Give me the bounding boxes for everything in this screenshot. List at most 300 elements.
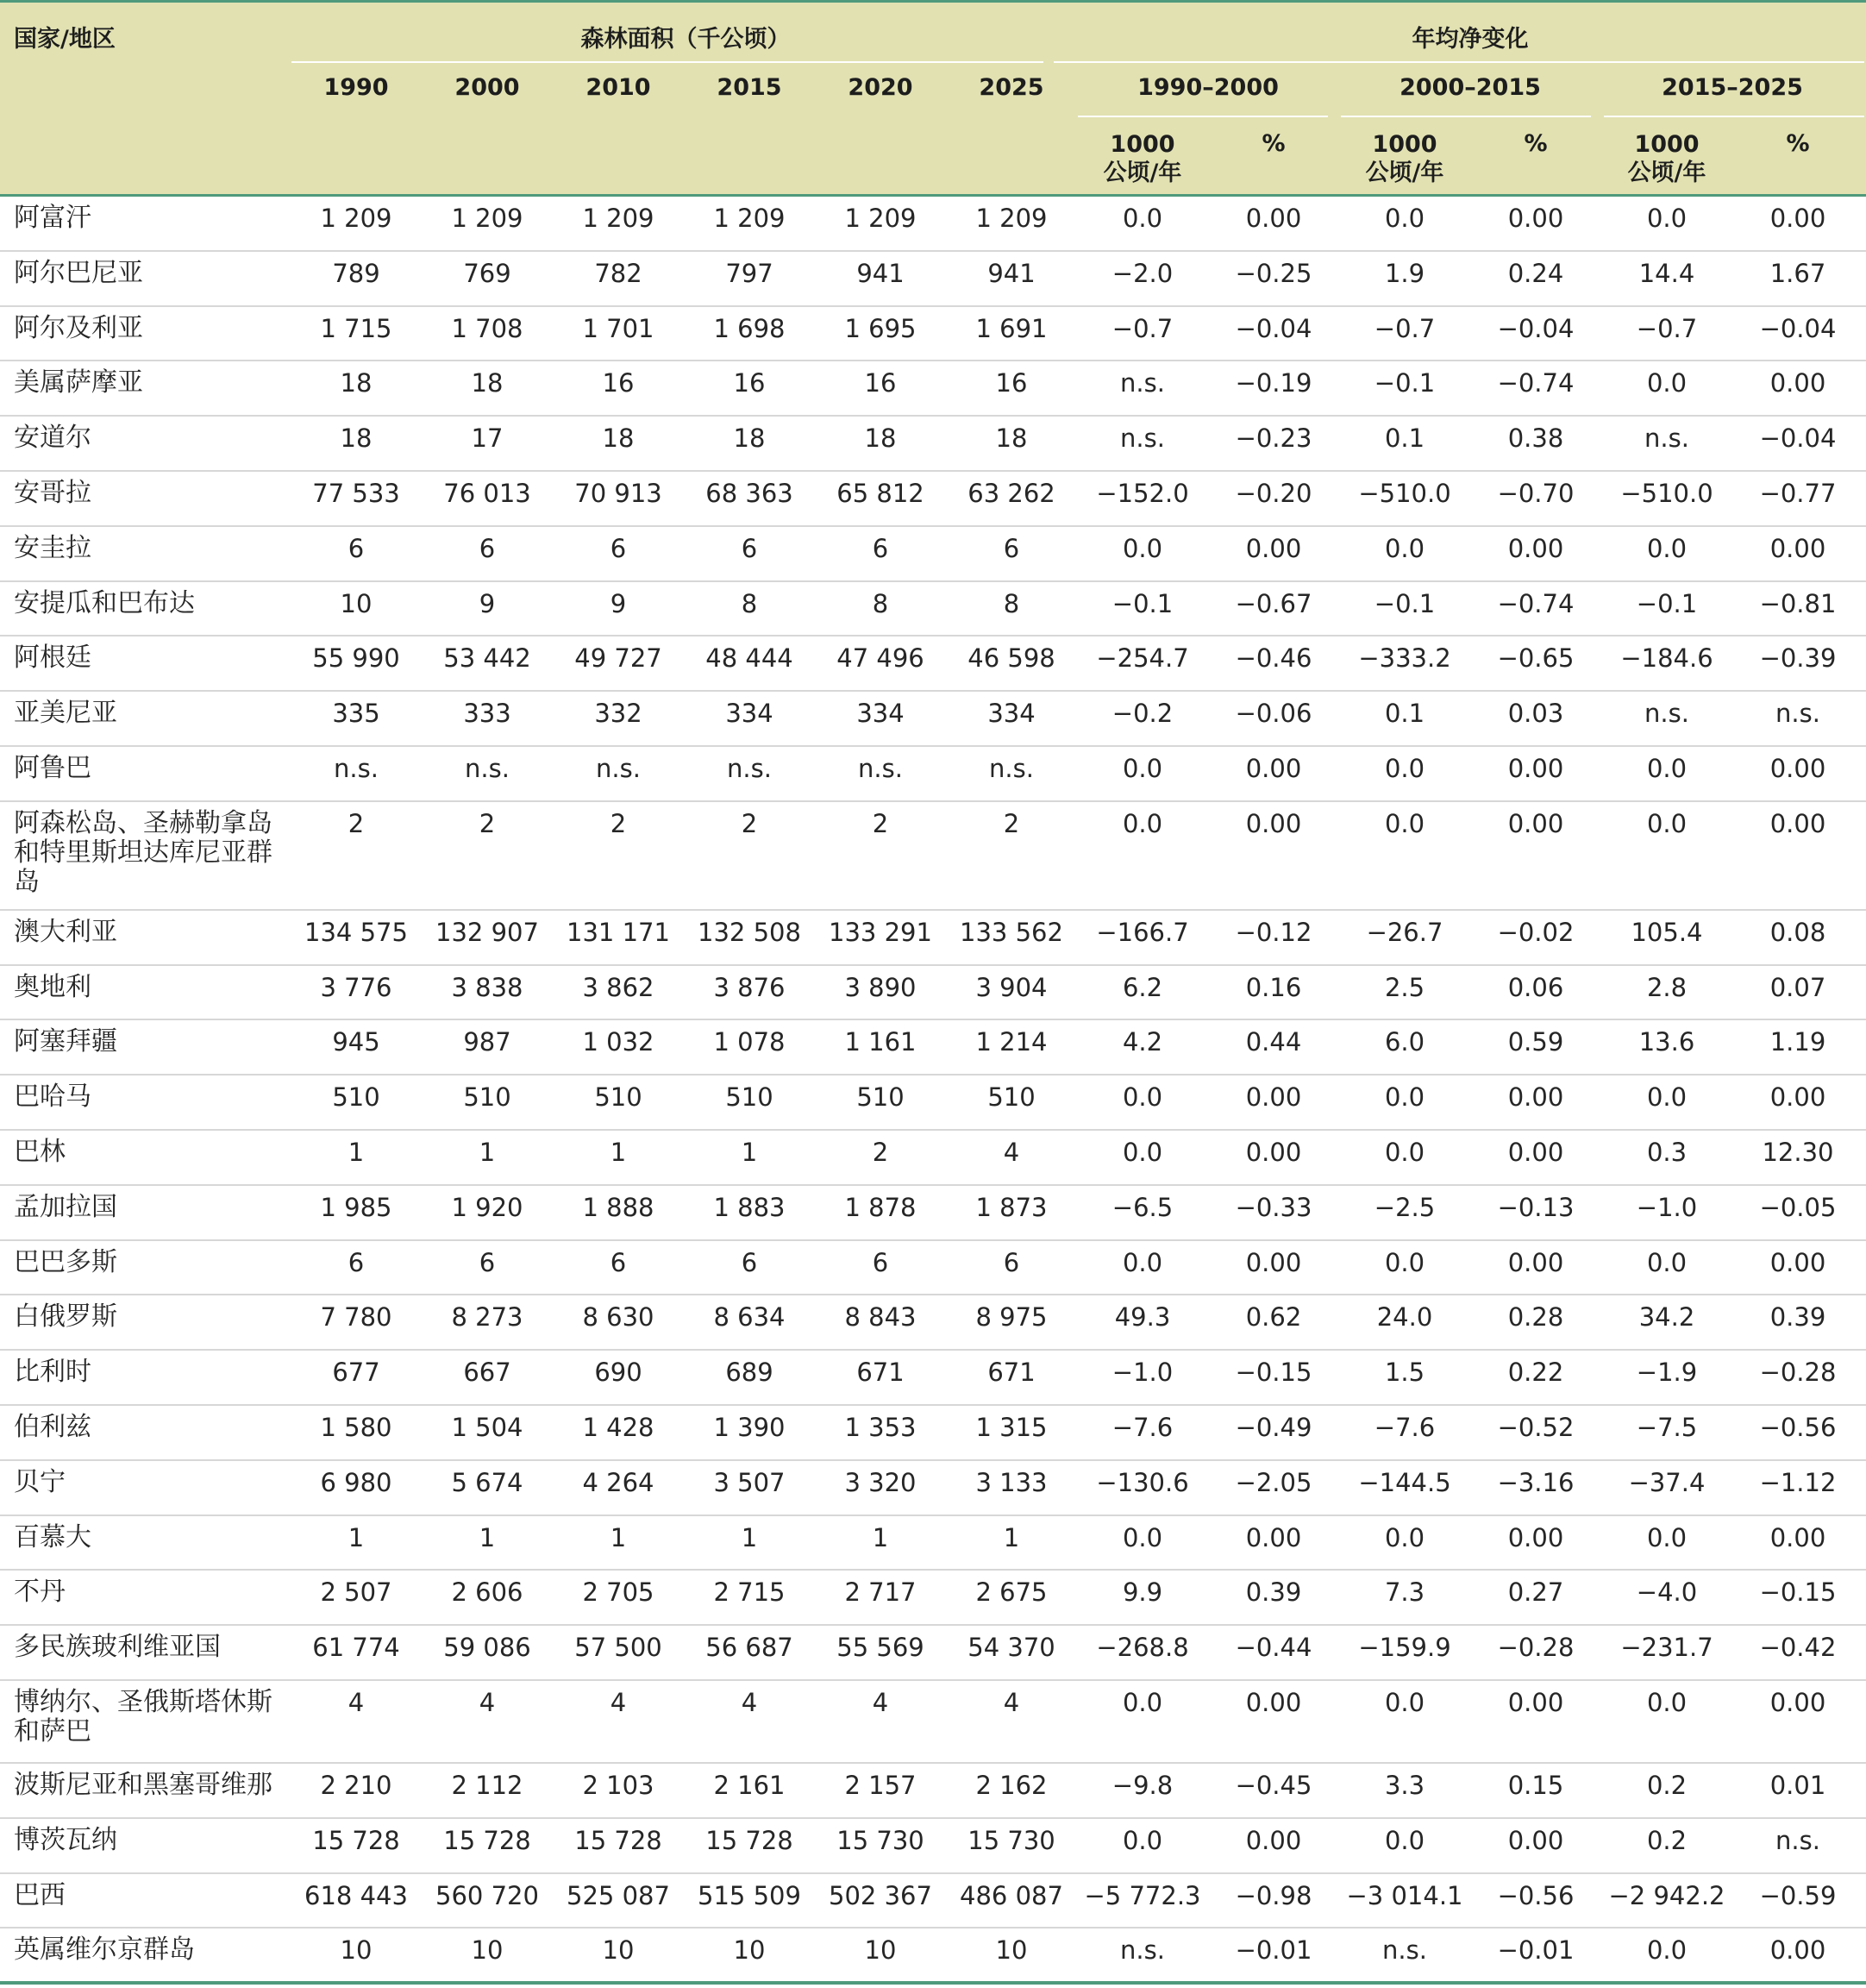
table-cell: 1 873	[975, 1192, 1048, 1222]
table-cell: 2	[872, 1137, 889, 1167]
table-cell: 2	[741, 808, 758, 838]
table-body	[0, 197, 1866, 1984]
table-cell: 18	[471, 368, 504, 398]
table-cell: n.s.	[1775, 699, 1820, 729]
table-row	[0, 747, 1866, 802]
table-cell: 8	[741, 588, 758, 618]
table-cell: 2	[348, 808, 365, 838]
table-row	[0, 307, 1866, 362]
table-bottom-rule	[0, 1981, 1866, 1985]
table-cell: 6.0	[1384, 1027, 1425, 1057]
table-cell: 6	[610, 533, 627, 563]
table-cell: n.s.	[1382, 1935, 1427, 1966]
table-cell: 0.00	[1245, 1247, 1302, 1277]
table-cell: −0.46	[1235, 643, 1312, 674]
table-cell: 0.0	[1646, 753, 1688, 783]
table-cell: 24.0	[1376, 1302, 1433, 1333]
table-cell: n.s.	[1120, 368, 1165, 398]
table-cell: 671	[987, 1358, 1036, 1388]
table-cell: 0.00	[1769, 1522, 1826, 1552]
table-cell: 6	[348, 533, 365, 563]
table-cell: 689	[725, 1358, 773, 1388]
table-cell: 0.0	[1646, 533, 1688, 563]
table-cell: 510	[987, 1082, 1036, 1113]
table-cell: 1 695	[844, 313, 917, 343]
table-cell: 1 883	[713, 1192, 786, 1222]
header-year: 1990	[323, 74, 389, 101]
header-year: 2020	[848, 74, 913, 101]
table-cell: 0.07	[1769, 972, 1826, 1002]
table-cell: 0.0	[1122, 1825, 1163, 1855]
table-cell: 2	[610, 808, 627, 838]
table-cell: 4	[872, 1687, 889, 1717]
table-cell: 10	[995, 1935, 1028, 1966]
table-cell: 8	[872, 588, 889, 618]
table-cell: −0.52	[1497, 1412, 1575, 1442]
table-cell: −510.0	[1620, 478, 1713, 508]
table-cell: 0.0	[1122, 808, 1163, 838]
table-cell: 0.00	[1769, 1687, 1826, 1717]
table-row	[0, 1461, 1866, 1516]
table-cell: 1 209	[713, 204, 786, 233]
table-cell: −0.56	[1759, 1412, 1837, 1442]
table-cell: 0.08	[1769, 917, 1826, 947]
country-name: 美属萨摩亚	[14, 367, 143, 398]
country-name: 阿富汗	[14, 203, 91, 233]
header-rule	[1341, 116, 1591, 117]
table-cell: 10	[340, 588, 373, 618]
country-name: 博纳尔、圣俄斯塔休斯和萨巴	[14, 1686, 272, 1747]
table-cell: −0.49	[1235, 1412, 1312, 1442]
table-cell: 560 720	[435, 1880, 539, 1910]
table-cell: 16	[733, 368, 766, 398]
table-cell: n.s.	[1644, 423, 1689, 454]
table-cell: 10	[602, 1935, 635, 1966]
table-cell: −0.7	[1636, 313, 1698, 343]
table-cell: 0.1	[1384, 699, 1425, 729]
table-cell: −0.45	[1235, 1770, 1312, 1800]
table-cell: 941	[987, 258, 1036, 288]
header-unit-pct: %	[1524, 130, 1548, 157]
table-cell: −0.42	[1759, 1633, 1837, 1663]
table-cell: −0.02	[1497, 917, 1575, 947]
table-cell: −4.0	[1636, 1577, 1698, 1608]
table-cell: −130.6	[1096, 1467, 1189, 1497]
table-cell: n.s.	[1120, 1935, 1165, 1966]
table-cell: 0.00	[1769, 533, 1826, 563]
table-cell: 2 103	[582, 1770, 654, 1800]
table-cell: −0.98	[1235, 1880, 1312, 1910]
table-cell: 18	[733, 423, 766, 454]
table-cell: 525 087	[567, 1880, 670, 1910]
table-cell: 2.5	[1384, 972, 1425, 1002]
table-cell: 1 209	[975, 204, 1048, 233]
table-cell: 334	[856, 699, 905, 729]
table-cell: 1 209	[582, 204, 654, 233]
table-cell: −0.56	[1497, 1880, 1575, 1910]
table-cell: 10	[471, 1935, 504, 1966]
table-cell: 0.0	[1646, 204, 1688, 233]
table-cell: 0.00	[1769, 753, 1826, 783]
table-cell: 0.0	[1384, 753, 1425, 783]
header-rule	[1604, 116, 1864, 117]
table-cell: 1 209	[844, 204, 917, 233]
table-cell: 1 214	[975, 1027, 1048, 1057]
table-cell: 0.22	[1507, 1358, 1564, 1388]
table-cell: 6	[872, 1247, 889, 1277]
country-name: 亚美尼亚	[14, 698, 117, 729]
table-cell: 68 363	[705, 478, 793, 508]
table-row	[0, 1571, 1866, 1626]
country-name: 阿根廷	[14, 643, 91, 674]
table-cell: 1	[348, 1522, 365, 1552]
table-cell: 941	[856, 258, 905, 288]
table-cell: 8	[1003, 588, 1020, 618]
table-cell: 132 907	[435, 917, 539, 947]
table-cell: 0.0	[1646, 368, 1688, 398]
table-row	[0, 1626, 1866, 1681]
table-cell: 0.0	[1122, 204, 1163, 233]
table-cell: 1 209	[451, 204, 523, 233]
table-cell: 4.2	[1122, 1027, 1163, 1057]
country-name: 伯利兹	[14, 1411, 91, 1442]
table-cell: 0.00	[1245, 204, 1302, 233]
table-cell: 0.00	[1507, 533, 1564, 563]
table-cell: −0.7	[1374, 313, 1436, 343]
table-cell: −0.12	[1235, 917, 1312, 947]
table-cell: −7.6	[1111, 1412, 1174, 1442]
table-cell: 1	[1003, 1522, 1020, 1552]
table-cell: 502 367	[829, 1880, 932, 1910]
table-cell: 1 708	[451, 313, 523, 343]
table-cell: 3 890	[844, 972, 917, 1002]
table-cell: 2 717	[844, 1577, 917, 1608]
table-cell: −0.04	[1759, 423, 1837, 454]
table-cell: 334	[987, 699, 1036, 729]
table-cell: −0.01	[1235, 1935, 1312, 1966]
table-cell: n.s.	[596, 753, 641, 783]
table-row	[0, 1406, 1866, 1461]
table-cell: 18	[864, 423, 897, 454]
table-cell: 0.00	[1245, 1082, 1302, 1113]
table-cell: 3 862	[582, 972, 654, 1002]
table-cell: 334	[725, 699, 773, 729]
country-name: 安道尔	[14, 423, 91, 454]
table-cell: −0.06	[1235, 699, 1312, 729]
table-cell: 4	[741, 1687, 758, 1717]
table-cell: 486 087	[960, 1880, 1063, 1910]
table-cell: 8 634	[713, 1302, 786, 1333]
table-cell: 0.39	[1245, 1577, 1302, 1608]
table-row	[0, 1295, 1866, 1351]
country-name: 阿尔及利亚	[14, 312, 143, 343]
table-row	[0, 1076, 1866, 1131]
table-cell: 0.59	[1507, 1027, 1564, 1057]
table-cell: −152.0	[1096, 478, 1189, 508]
table-cell: 0.00	[1769, 1247, 1826, 1277]
table-cell: 0.00	[1507, 753, 1564, 783]
table-cell: 2	[872, 808, 889, 838]
table-cell: −2.0	[1111, 258, 1174, 288]
table-cell: −0.70	[1497, 478, 1575, 508]
table-cell: −1.12	[1759, 1467, 1837, 1497]
table-cell: 1 078	[713, 1027, 786, 1057]
header-year: 2015	[717, 74, 782, 101]
table-cell: 18	[340, 423, 373, 454]
table-cell: 0.0	[1384, 1137, 1425, 1167]
table-cell: 0.0	[1122, 1082, 1163, 1113]
table-cell: −0.1	[1111, 588, 1174, 618]
table-cell: 6	[610, 1247, 627, 1277]
table-row	[0, 1819, 1866, 1874]
table-cell: 0.0	[1646, 1687, 1688, 1717]
table-cell: 1	[610, 1522, 627, 1552]
table-cell: 10	[340, 1935, 373, 1966]
table-cell: 2 705	[582, 1577, 654, 1608]
table-cell: 0.03	[1507, 699, 1564, 729]
table-cell: 2 606	[451, 1577, 523, 1608]
table-cell: 0.00	[1507, 1522, 1564, 1552]
table-cell: 0.00	[1507, 204, 1564, 233]
table-cell: 1 701	[582, 313, 654, 343]
table-row	[0, 1874, 1866, 1929]
table-cell: 1 390	[713, 1412, 786, 1442]
table-cell: −0.1	[1374, 368, 1436, 398]
table-row	[0, 417, 1866, 472]
table-cell: 2 112	[451, 1770, 523, 1800]
table-cell: 4	[610, 1687, 627, 1717]
country-name: 巴巴多斯	[14, 1246, 117, 1277]
table-cell: 0.0	[1646, 808, 1688, 838]
table-cell: 335	[332, 699, 380, 729]
country-name: 巴林	[14, 1136, 66, 1167]
table-cell: −0.67	[1235, 588, 1312, 618]
table-cell: 987	[463, 1027, 511, 1057]
table-cell: 15 730	[836, 1825, 924, 1855]
table-cell: 945	[332, 1027, 380, 1057]
table-cell: 47 496	[836, 643, 924, 674]
table-cell: 132 508	[698, 917, 801, 947]
table-cell: 10	[864, 1935, 897, 1966]
table-cell: 1.5	[1384, 1358, 1425, 1388]
table-cell: 49 727	[574, 643, 662, 674]
table-cell: 0.3	[1646, 1137, 1688, 1167]
table-cell: 1.9	[1384, 258, 1425, 288]
header-rule	[291, 61, 1043, 63]
header-rule	[1054, 61, 1864, 63]
table-cell: 6 980	[320, 1467, 392, 1497]
table-cell: 6	[348, 1247, 365, 1277]
table-cell: 797	[725, 258, 773, 288]
table-cell: 0.0	[1122, 533, 1163, 563]
country-name: 阿塞拜疆	[14, 1026, 117, 1057]
table-cell: −6.5	[1111, 1192, 1174, 1222]
table-cell: 16	[864, 368, 897, 398]
table-cell: 1 315	[975, 1412, 1048, 1442]
table-cell: 0.0	[1384, 1247, 1425, 1277]
table-cell: 510	[856, 1082, 905, 1113]
table-cell: −0.20	[1235, 478, 1312, 508]
table-cell: 0.0	[1384, 1522, 1425, 1552]
table-cell: 0.0	[1122, 1247, 1163, 1277]
table-cell: −0.15	[1759, 1577, 1837, 1608]
table-cell: 8 630	[582, 1302, 654, 1333]
header-year: 2010	[585, 74, 651, 101]
table-row	[0, 197, 1866, 252]
table-cell: 16	[995, 368, 1028, 398]
table-row	[0, 1131, 1866, 1186]
table-cell: 0.0	[1646, 1082, 1688, 1113]
table-cell: 677	[332, 1358, 380, 1388]
table-row	[0, 911, 1866, 966]
table-cell: 0.00	[1507, 1137, 1564, 1167]
table-row	[0, 1020, 1866, 1076]
table-cell: 0.0	[1122, 1137, 1163, 1167]
table-cell: 0.0	[1384, 808, 1425, 838]
table-cell: 1 209	[320, 204, 392, 233]
table-row	[0, 1351, 1866, 1406]
table-cell: n.s.	[858, 753, 903, 783]
header-unit-abs: 1000 公顷/年	[1103, 131, 1182, 186]
table-cell: 0.38	[1507, 423, 1564, 454]
table-row	[0, 1241, 1866, 1296]
table-cell: 12.30	[1762, 1137, 1834, 1167]
header-year: 2000	[454, 74, 520, 101]
table-cell: 1 504	[451, 1412, 523, 1442]
table-cell: 1.67	[1769, 258, 1826, 288]
table-cell: 510	[594, 1082, 642, 1113]
table-cell: 1 032	[582, 1027, 654, 1057]
header-unit-abs: 1000 公顷/年	[1627, 131, 1706, 186]
table-cell: 0.1	[1384, 423, 1425, 454]
table-cell: 0.2	[1646, 1770, 1688, 1800]
table-cell: 0.00	[1245, 753, 1302, 783]
country-name: 阿尔巴尼亚	[14, 257, 143, 288]
table-cell: −2 942.2	[1608, 1880, 1725, 1910]
table-cell: 0.00	[1245, 1522, 1302, 1552]
table-cell: 0.24	[1507, 258, 1564, 288]
table-cell: 0.00	[1507, 1687, 1564, 1717]
table-cell: 48 444	[705, 643, 793, 674]
table-cell: −254.7	[1096, 643, 1189, 674]
header-rule	[1078, 116, 1328, 117]
table-row	[0, 252, 1866, 307]
table-cell: n.s.	[465, 753, 510, 783]
table-cell: 46 598	[967, 643, 1055, 674]
table-row	[0, 1516, 1866, 1571]
table-cell: −0.23	[1235, 423, 1312, 454]
table-cell: 15 728	[574, 1825, 662, 1855]
header-annual-change: 年均净变化	[1412, 26, 1529, 53]
table-cell: 0.44	[1245, 1027, 1302, 1057]
table-cell: −0.65	[1497, 643, 1575, 674]
table-cell: 15 730	[967, 1825, 1055, 1855]
table-cell: 515 509	[698, 1880, 801, 1910]
table-cell: −510.0	[1358, 478, 1451, 508]
table-cell: −1.9	[1636, 1358, 1698, 1388]
table-cell: 0.0	[1646, 1247, 1688, 1277]
table-cell: 9.9	[1122, 1577, 1163, 1608]
table-cell: −0.13	[1497, 1192, 1575, 1222]
table-cell: −0.59	[1759, 1880, 1837, 1910]
table-cell: 15 728	[705, 1825, 793, 1855]
table-cell: 1 985	[320, 1192, 392, 1222]
country-name: 贝宁	[14, 1466, 66, 1497]
table-cell: 1	[741, 1522, 758, 1552]
table-cell: 0.0	[1384, 1082, 1425, 1113]
table-cell: 18	[995, 423, 1028, 454]
table-cell: 0.15	[1507, 1770, 1564, 1800]
table-cell: 0.0	[1646, 1522, 1688, 1552]
table-cell: 0.0	[1122, 1687, 1163, 1717]
table-cell: 0.0	[1384, 533, 1425, 563]
table-cell: 2 162	[975, 1770, 1048, 1800]
header-year: 2025	[979, 74, 1044, 101]
table-cell: 6	[1003, 1247, 1020, 1277]
country-name: 白俄罗斯	[14, 1301, 117, 1333]
table-cell: n.s.	[1644, 699, 1689, 729]
table-cell: n.s.	[1775, 1825, 1820, 1855]
table-cell: 10	[733, 1935, 766, 1966]
country-name: 波斯尼亚和黑塞哥维那	[14, 1769, 272, 1800]
table-cell: 3 507	[713, 1467, 786, 1497]
table-cell: 782	[594, 258, 642, 288]
table-cell: 0.00	[1507, 1247, 1564, 1277]
table-cell: n.s.	[334, 753, 379, 783]
table-cell: 55 990	[312, 643, 400, 674]
table-cell: 1.19	[1769, 1027, 1826, 1057]
table-cell: 15 728	[312, 1825, 400, 1855]
table-cell: −0.15	[1235, 1358, 1312, 1388]
country-name: 比利时	[14, 1357, 91, 1388]
table-cell: 6	[741, 1247, 758, 1277]
table-cell: 0.0	[1122, 1522, 1163, 1552]
table-cell: 54 370	[967, 1633, 1055, 1663]
table-cell: 0.16	[1245, 972, 1302, 1002]
table-cell: −0.04	[1235, 313, 1312, 343]
table-cell: 671	[856, 1358, 905, 1388]
header-period: 2015–2025	[1662, 74, 1803, 101]
table-cell: 6	[741, 533, 758, 563]
table-cell: 510	[725, 1082, 773, 1113]
table-cell: −0.05	[1759, 1192, 1837, 1222]
table-cell: −2.5	[1374, 1192, 1436, 1222]
table-cell: 1 353	[844, 1412, 917, 1442]
table-cell: 1 580	[320, 1412, 392, 1442]
table-cell: 9	[479, 588, 496, 618]
table-cell: 8 975	[975, 1302, 1048, 1333]
table-cell: 0.62	[1245, 1302, 1302, 1333]
country-name: 安哥拉	[14, 477, 91, 508]
table-cell: −159.9	[1358, 1633, 1451, 1663]
table-cell: 18	[340, 368, 373, 398]
table-cell: 34.2	[1638, 1302, 1695, 1333]
table-cell: 55 569	[836, 1633, 924, 1663]
country-name: 澳大利亚	[14, 916, 117, 947]
table-cell: 0.00	[1769, 368, 1826, 398]
table-cell: 6	[872, 533, 889, 563]
table-cell: 3.3	[1384, 1770, 1425, 1800]
table-cell: −0.28	[1497, 1633, 1575, 1663]
table-cell: −0.1	[1636, 588, 1698, 618]
table-cell: 0.0	[1122, 753, 1163, 783]
table-cell: 6	[479, 533, 496, 563]
table-cell: −333.2	[1358, 643, 1451, 674]
table-cell: 1	[479, 1522, 496, 1552]
table-cell: 133 291	[829, 917, 932, 947]
table-cell: −0.04	[1759, 313, 1837, 343]
table-cell: 7.3	[1384, 1577, 1425, 1608]
